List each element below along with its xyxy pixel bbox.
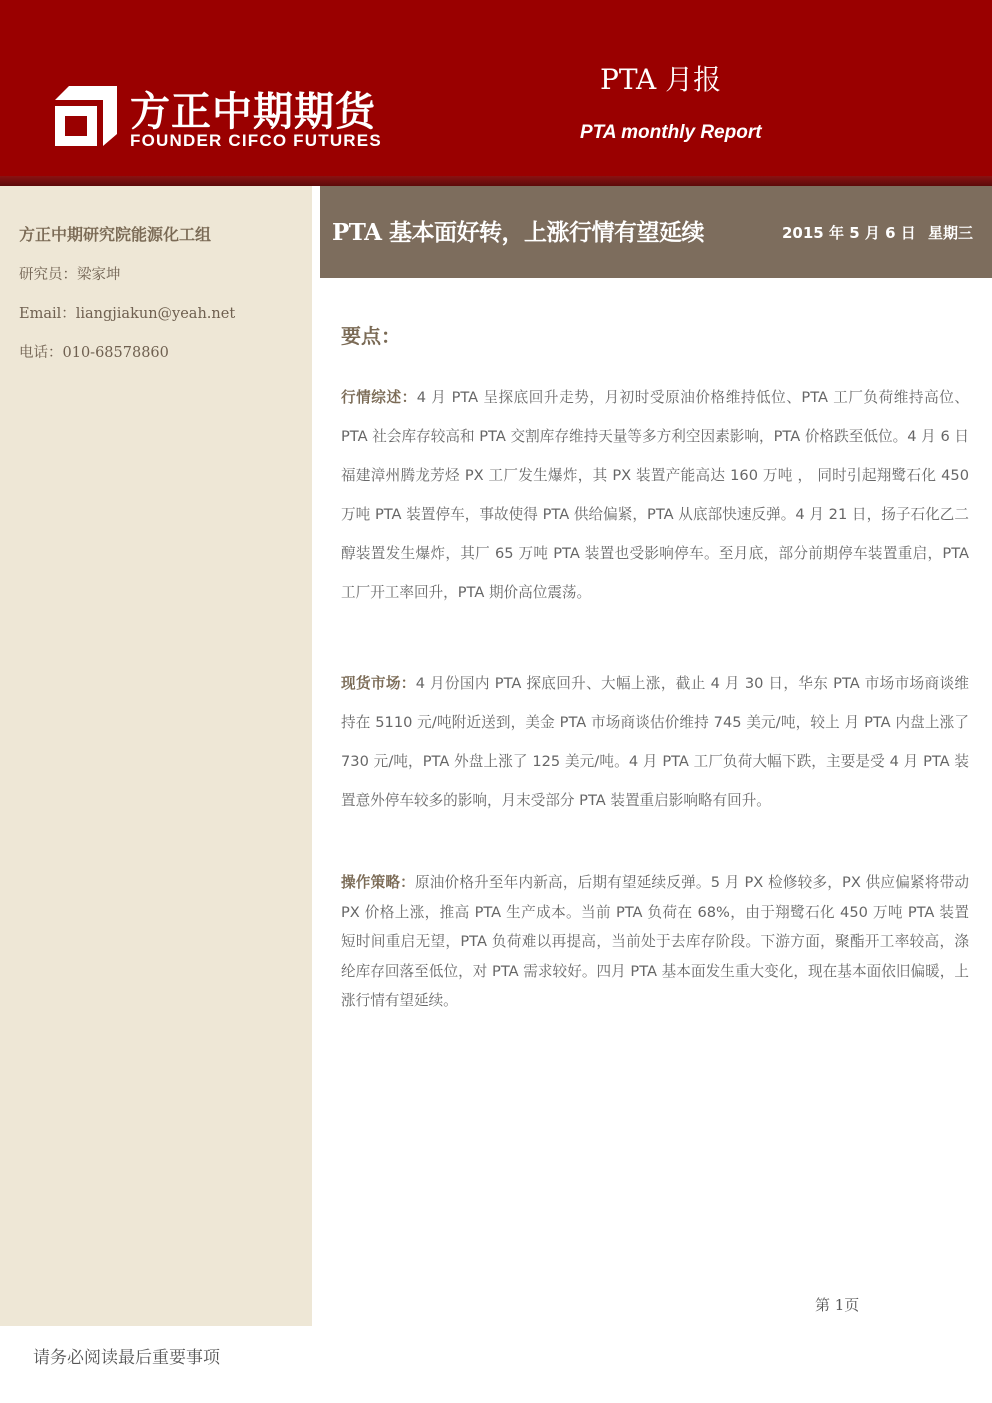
research-team: 方正中期研究院能源化工组 xyxy=(19,225,212,244)
report-weekday: 星期三 xyxy=(928,224,974,242)
spot-market-text: 4 月份国内 PTA 探底回升、大幅上涨，截止 4 月 30 日，华东 PTA 市场市场商谈维持在 5110 元/吨附近送到，美金 PTA 市场商谈估价维持 745 美元/吨，较上 月 PTA 内盘上涨了 730 元/吨，PTA 外盘上涨了 125 美元/吨。4 月 PTA 工厂负荷大幅下跌，主要是受 4 月 PTA 装置意外停车较多的影响，月末受部分 PTA 装置重启影响略有回升。 xyxy=(341,675,969,809)
researcher-phone: 电话：010-68578860 xyxy=(19,345,169,361)
market-overview-label: 行情综述 xyxy=(341,389,402,406)
page-number: 第 1页 xyxy=(815,1296,860,1314)
strategy-text: 原油价格升至年内新高，后期有望延续反弹。5 月 PX 检修较多，PX 供应偏紧将带动 PX 价格上涨，推高 PTA 生产成本。当前 PTA 负荷在 68%，由于翔鹭石化 450 万吨 PTA 装置短时间重启无望，PTA 负荷难以再提高，当前处于去库存阶段。下游方面，聚酯开工率较高，涤纶库存回落至低位，对 PTA 需求较好。四月 PTA 基本面发生重大变化，现在基本面依旧偏暖，上涨行情有望延续。 xyxy=(341,874,969,1009)
company-name-cn: 方正中期期货 xyxy=(130,89,376,135)
spot-market-paragraph: 现货市场：4 月份国内 PTA 探底回升、大幅上涨，截止 4 月 30 日，华东 PTA 市场市场商谈维持在 5110 元/吨附近送到，美金 PTA 市场商谈估价维持 745 美元/吨，较上 月 PTA 内盘上涨了 730 元/吨，PTA 外盘上涨了 125 美元/吨。4 月 PTA 工厂负荷大幅下跌，主要是受 4 月 PTA 装置意外停车较多的影响，月末受部分 PTA 装置重启影响略有回升。 xyxy=(341,675,969,809)
strategy-label: 操作策略 xyxy=(341,874,401,891)
company-name-en: FOUNDER CIFCO FUTURES xyxy=(130,131,382,150)
strategy-paragraph: 操作策略：原油价格升至年内新高，后期有望延续反弹。5 月 PX 检修较多，PX 供应偏紧将带动 PX 价格上涨，推高 PTA 生产成本。当前 PTA 负荷在 68%，由于翔鹭石化 450 万吨 PTA 装置短时间重启无望，PTA 负荷难以再提高，当前处于去库存阶段。下游方面，聚酯开工率较高，涤纶库存回落至低位，对 PTA 需求较好。四月 PTA 基本面发生重大变化，现在基本面依旧偏暖，上涨行情有望延续。 xyxy=(341,874,969,1009)
key-points-heading: 要点： xyxy=(341,324,401,348)
headline: PTA 基本面好转，上涨行情有望延续 xyxy=(332,219,705,246)
founder-logo-icon xyxy=(55,86,117,146)
market-overview-paragraph: 行情综述：4 月 PTA 呈探底回升走势，月初时受原油价格维持低位、PTA 工厂负荷维持高位、PTA 社会库存较高和 PTA 交割库存维持天量等多方利空因素影响，PTA 价格跌至低位。4 月 6 日福建漳州腾龙芳烃 PX 工厂发生爆炸，其 PX 装置产能高达 160 万吨 ， 同时引起翔鹭石化 450 万吨 PTA 装置停车，事故使得 PTA 供给偏紧，PTA 从底部快速反弹。4 月 21 日，扬子石化乙二醇装置发生爆炸，其厂 65 万吨 PTA 装置也受影响停车。至月底，部分前期停车装置重启，PTA 工厂开工率回升，PTA 期价高位震荡。 xyxy=(341,389,969,601)
researcher-email[interactable]: Email：liangjiakun@yeah.net xyxy=(19,306,236,322)
disclaimer-notice: 请务必阅读最后重要事项 xyxy=(33,1348,220,1368)
market-overview-text: 4 月 PTA 呈探底回升走势，月初时受原油价格维持低位、PTA 工厂负荷维持高位、PTA 社会库存较高和 PTA 交割库存维持天量等多方利空因素影响，PTA 价格跌至低位。4 月 6 日福建漳州腾龙芳烃 PX 工厂发生爆炸，其 PX 装置产能高达 160 万吨 ， 同时引起翔鹭石化 450 万吨 PTA 装置停车，事故使得 PTA 供给偏紧，PTA 从底部快速反弹。4 月 21 日，扬子石化乙二醇装置发生爆炸，其厂 65 万吨 PTA 装置也受影响停车。至月底，部分前期停车装置重启，PTA 工厂开工率回升，PTA 期价高位震荡。 xyxy=(341,389,969,601)
spot-market-label: 现货市场 xyxy=(341,675,401,692)
report-date: 2015 年 5 月 6 日 xyxy=(782,224,916,242)
header-divider xyxy=(0,176,992,186)
researcher-name: 研究员：梁家坤 xyxy=(19,267,121,283)
report-subtitle: PTA monthly Report xyxy=(580,122,762,143)
report-title: PTA 月报 xyxy=(600,63,722,96)
